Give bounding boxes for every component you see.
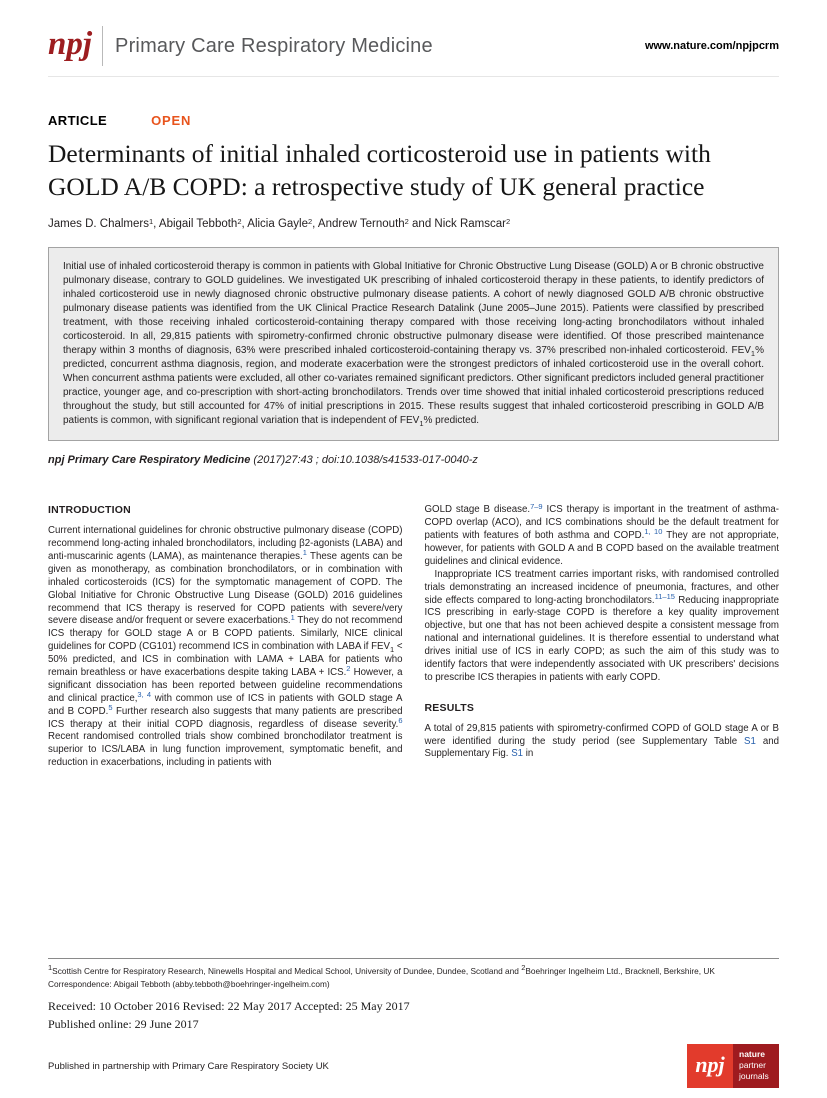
npj-badge-box (687, 1044, 733, 1088)
author-list (48, 218, 779, 230)
journal-brand (48, 26, 433, 66)
npj-partner-journals-logo (687, 1044, 779, 1088)
npj-badge-wordmark (733, 1044, 779, 1088)
published-online: Published online: 29 June 2017 (48, 1017, 199, 1031)
citation-line (48, 454, 779, 466)
text-run: 2 (404, 216, 409, 226)
reference-link[interactable]: 6 (398, 715, 403, 725)
journal-url-link[interactable]: www.nature.com/npjpcrm (644, 40, 779, 52)
text-run: Reducing inappropriate ICS prescribing in early-stage COPD is therefore a key quality improvement objective, but one that has not been achieved despite a consistent message from national and international guidelines. It is therefore essential to understand what drives initial use of ICS in early COPD; as such the aim of this study was to identify factors that were independently associated with UK prescribers' decisions to prescribe ICS therapies in patients with early COPD. (424, 594, 779, 683)
reference-link[interactable]: 5 (108, 702, 113, 712)
right-column (424, 501, 780, 770)
badge-word: nature (739, 1049, 765, 1059)
logo-divider (102, 26, 103, 66)
text-run: These agents can be given as monotherapy, as combination bronchodilators, or in combination with inhaled corticosteroids (ICS) for the symptomatic management of COPD. The Global Initiative for Chronic Obstructive Lung Disease (GOLD) 2016 guidelines recommend that ICS therapy is reserved for COPD patients with severe/very severe disease and/or frequent or severe exacerbations. (48, 551, 403, 627)
journal-masthead (48, 0, 779, 77)
introduction-paragraph (48, 525, 403, 770)
text-run: 1 (750, 348, 756, 358)
text-run: A total of 29,815 patients with spirometry-confirmed COPD of GOLD stage A or B were identified during the study period (see Supplementary Table (424, 722, 779, 747)
text-run: 2 (505, 216, 511, 226)
abstract-box (48, 247, 779, 441)
text-run: They do not recommend ICS therapy for GOLD stage A or B COPD patients. Similarly, NICE clinical guidelines for COPD (CG101) recommend ICS in combination with LABA if FEV (48, 615, 403, 653)
reference-link[interactable]: 1 (302, 548, 307, 558)
reference-link[interactable]: 7–9 (530, 501, 543, 511)
text-run: < 50% predicted, and ICS in combination with LAMA + LABA for patients who remain breathless or have exacerbations despite taking LABA + ICS. (48, 641, 403, 679)
reference-link[interactable]: 1 (290, 612, 295, 622)
results-paragraph (425, 723, 780, 762)
reference-link[interactable]: 3, 4 (137, 690, 151, 700)
body-columns (48, 501, 779, 770)
text-run: with common use of ICS in patients with GOLD stage A and B COPD. (48, 692, 403, 717)
text-run: Scottish Centre for Respiratory Research, Ninewells Hospital and Medical School, University of Dundee, Dundee, Scotland and (52, 966, 522, 977)
text-run: 2 (308, 216, 313, 226)
text-run: Further research also suggests that many patients are prescribed ICS therapy at their initial COPD diagnosis, regardless of disease severity. (48, 705, 403, 730)
reference-link[interactable]: S1 (511, 748, 524, 760)
journal-name: Primary Care Respiratory Medicine (115, 34, 433, 57)
text-run: They are not appropriate, however, for patients with GOLD A and B COPD based on the available treatment guidelines and clinical evidence. (424, 530, 779, 567)
reference-link[interactable]: 1, 10 (644, 527, 663, 537)
text-run: 1 (419, 418, 424, 428)
badge-word: partner (739, 1060, 766, 1071)
text-run: James D. Chalmers (48, 218, 149, 231)
text-run: Current international guidelines for chronic obstructive pulmonary disease (COPD) recommend long-acting inhaled bronchodilators, including β2-agonists (LABA) and anti-muscarinic agents (LAMA), as maintenance therapies. (48, 525, 403, 563)
badge-word: journals (739, 1071, 769, 1082)
correspondence-footnote: Correspondence: Abigail Tebboth (abby.tebboth@boehringer-ingelheim.com) (48, 978, 330, 989)
reference-link[interactable]: 2 (346, 664, 351, 674)
footnotes (48, 965, 779, 990)
text-run: , Andrew Ternouth (312, 218, 405, 231)
text-run: % predicted. (423, 415, 480, 427)
continuation-paragraph (424, 501, 780, 568)
text-run: GOLD stage B disease. (424, 504, 531, 516)
affiliations-footnote (48, 965, 779, 977)
labels-row (48, 113, 779, 128)
text-run: , Abigail Tebboth (153, 218, 238, 231)
results-heading: RESULTS (424, 701, 475, 714)
text-run: 2 (521, 963, 526, 973)
text-run: 2 (237, 216, 242, 226)
text-run: 1 (48, 963, 53, 973)
text-run: ICS therapy is important in the treatment of asthma-COPD overlap (ACO), and ICS combinations should be the default treatment for patients with features of both asthma and COPD. (424, 504, 779, 542)
text-run: and Supplementary Fig. (424, 735, 779, 760)
footnote-divider (48, 958, 779, 959)
text-run: However, a significant dissociation has been reported between guideline recommendations and clinical practice, (48, 667, 403, 704)
received-dates: Received: 10 October 2016 Revised: 22 May 2017 Accepted: 25 May 2017 (48, 999, 410, 1013)
partnership-note: Published in partnership with Primary Care Respiratory Society UK (48, 1060, 329, 1072)
article-title: Determinants of initial inhaled corticosteroid use in patients with GOLD A/B COPD: a retrospective study of UK general practice (48, 139, 711, 202)
text-run: Recent randomised controlled trials show combined bronchodilator treatment is superior to ICS/LABA in lung function improvement, symptomatic benefit, and reduction in exacerbations, including in patients with (48, 731, 403, 769)
reference-link[interactable]: S1 (744, 735, 756, 747)
risks-paragraph (425, 569, 780, 685)
bottom-block (48, 958, 779, 1098)
npj-logo: npj (48, 25, 93, 62)
text-run: 1 (389, 644, 395, 654)
abstract-text (63, 260, 764, 428)
text-run: Initial use of inhaled corticosteroid therapy is common in patients with Global Initiative for Chronic Obstructive Lung Disease (GOLD) A or B chronic obstructive pulmonary disease, contrary to GOLD guidelines. We investigated UK prescribing of inhaled corticosteroid therapy in these patients, to identify predictors of inhaled corticosteroid use in newly diagnosed chronic obstructive pulmonary disease patients. A cohort of newly diagnosed GOLD A/B chronic obstructive pulmonary disease patients was identified from the UK Clinical Practice Research Datalink (June 2005–June 2015). Patients were classified by prescribed treatment, with those receiving inhaled corticosteroid-containing therapy compared with those receiving long-acting bronchodilators without inhaled corticosteroid. In all, 29,815 patients with spirometry-confirmed chronic obstructive pulmonary disease were identified. Of those prescribed maintenance therapy within 3 months of diagnosis, 63% were prescribed inhaled corticosteroid-containing therapy vs. 37% prescribed non-inhaled corticosteroid. FEV (63, 261, 764, 357)
open-access-label: OPEN (151, 113, 192, 128)
text-run: (2017)27:43 ; doi:10.1038/s41533-017-0040-z (250, 454, 478, 467)
left-column (48, 504, 403, 770)
text-run: and Nick Ramscar (408, 218, 506, 231)
text-run: Boehringer Ingelheim Ltd., Bracknell, Berkshire, UK (525, 966, 715, 977)
article-type-label: ARTICLE (48, 113, 108, 128)
text-run: Inappropriate ICS treatment carries important risks, with randomised controlled trials demonstrating an increased incidence of pneumonia, fractures, and other side effects compared to long-acting bronchodilators. (424, 568, 779, 606)
footer-row (48, 1044, 779, 1088)
text-run: 1 (148, 216, 154, 226)
text-run: , Alicia Gayle (241, 218, 308, 231)
reference-link[interactable]: 11–15 (654, 591, 675, 601)
text-run: % predicted, concurrent asthma diagnosis, region, and moderate exacerbation were the strongest predictors of inhaled corticosteroid use in the overall cohort. When concurrent asthma patients were excluded, all other co-variates remained significant predictors. Other significant predictors included general practitioner practice, younger age, and co-prescription with short-acting bronchodilators. Trends over time showed that initial inhaled corticosteroid prescriptions reduced throughout the study, but still accounted for 47% of initial prescriptions in 2015. These results suggest that inhaled corticosteroid prescribing in GOLD A/B patients is common, with significant regional variation that is independent of FEV (63, 345, 764, 427)
text-run: npj Primary Care Respiratory Medicine (48, 454, 251, 467)
text-run: in (523, 748, 534, 760)
introduction-heading: INTRODUCTION (48, 504, 131, 517)
npj-badge-logo: npj (695, 1051, 725, 1077)
